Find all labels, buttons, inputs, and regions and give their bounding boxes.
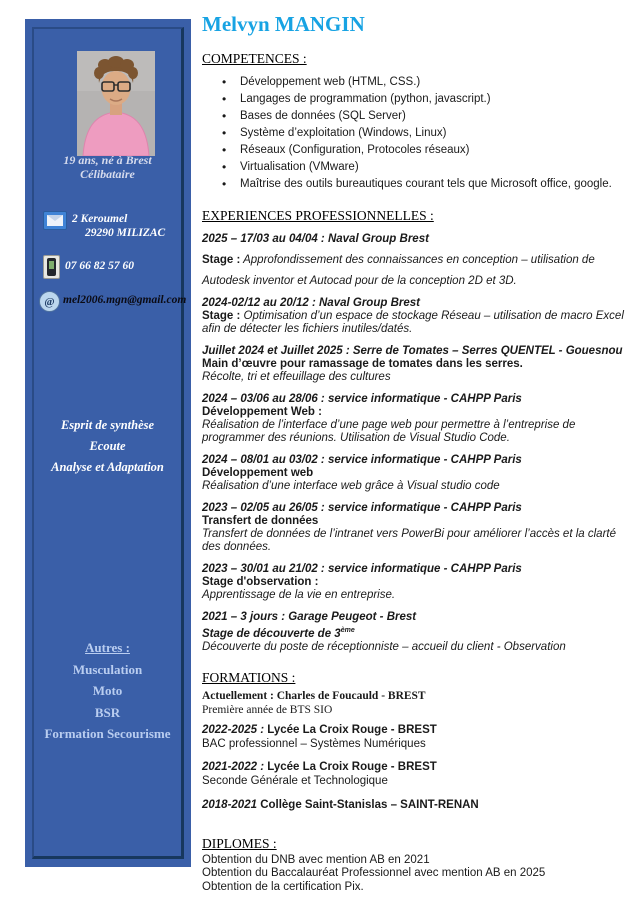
profile-photo: [77, 51, 155, 156]
sidebar-panel: [32, 27, 187, 859]
experience-entry: [202, 563, 634, 602]
experience-entry: [202, 345, 634, 384]
sidebar: [25, 19, 191, 867]
profile-photo-illustration: [77, 51, 155, 156]
age-birthplace: 19 ans, né à Brest: [63, 153, 152, 167]
other-item: Musculation: [72, 661, 143, 677]
experience-period: 2023 – 30/01 au 21/02 : service informatique - CAHPP Paris: [202, 563, 522, 575]
email-address: mel2006.mgn@gmail.com: [63, 294, 187, 306]
diplome-item: Obtention du DNB avec mention AB en 2021: [202, 853, 430, 866]
other-item: Formation Secourisme: [44, 726, 171, 741]
experience-period: Juillet 2024 et Juillet 2025 : Serre de Tomates – Serres QUENTEL - Gouesnou: [202, 345, 623, 357]
role-text: Stage de découverte de 3: [202, 627, 341, 640]
at-icon: @: [39, 291, 60, 312]
formation-school: [202, 798, 634, 812]
formation-detail: Seconde Générale et Technologique: [202, 774, 388, 787]
diplomes-section: [202, 836, 634, 895]
formation-school-name: Lycée La Croix Rouge - BREST: [264, 723, 437, 736]
experience-desc: Apprentissage de la vie en entreprise.: [202, 589, 396, 601]
formations-section: [202, 670, 634, 812]
competence-item: • Bases de données (SQL Server): [202, 108, 634, 125]
stage-text: Approfondissement des connaissances en conception – utilisation de: [240, 254, 595, 266]
formation-years: 2022-2025 :: [202, 723, 265, 736]
experience-period: 2024 – 08/01 au 03/02 : service informatique - CAHPP Paris: [202, 454, 522, 466]
other-item: Moto: [92, 683, 123, 698]
others-title: Autres :: [85, 640, 130, 655]
experience-role: Développement web: [202, 467, 314, 479]
section-title-competences: COMPETENCES :: [202, 51, 307, 66]
address-text: [72, 211, 165, 240]
formation-school-name: Lycée La Croix Rouge - BREST: [264, 760, 437, 773]
email-row: [39, 291, 186, 312]
formation-school: [202, 760, 634, 774]
phone-icon: [43, 255, 60, 279]
formation-school: Actuellement : Charles de Foucauld - BREST: [202, 689, 426, 702]
personal-caption: [34, 153, 181, 181]
competence-item: • Virtualisation (VMware): [202, 159, 634, 176]
formation-school-name: Collège Saint-Stanislas – SAINT-RENAN: [257, 798, 479, 811]
phone-number: 07 66 82 57 60: [65, 260, 134, 272]
diplome-item: Obtention de la certification Pix.: [202, 880, 364, 893]
competences-list: [202, 74, 634, 193]
experience-desc: Découverte du poste de réceptionniste – accueil du client - Observation: [202, 640, 566, 653]
formation-years: 2021-2022 :: [202, 760, 265, 773]
competence-item: • Langages de programmation (python, javascript.): [202, 91, 634, 108]
experience-entry: [202, 611, 634, 654]
stage-label: Stage :: [202, 254, 241, 266]
experience-period: 2021 – 3 jours : Garage Peugeot - Brest: [202, 611, 417, 623]
address-row: [43, 211, 165, 240]
experience-period: 2024 – 03/06 au 28/06 : service informatique - CAHPP Paris: [202, 393, 522, 405]
stage-label: Stage :: [202, 310, 241, 322]
experience-entry: [202, 393, 634, 445]
qualities-list: [34, 415, 181, 478]
formation-detail: Première année de BTS SIO: [202, 703, 333, 716]
experience-role: [202, 254, 634, 267]
formation-detail: BAC professionnel – Systèmes Numériques: [202, 737, 426, 750]
experience-desc: Autodesk inventor et Autocad pour de la conception 2D et 3D.: [202, 275, 517, 287]
experience-desc: Transfert de données de l’intranet vers PowerBi pour améliorer l’accès et la clarté des données.: [202, 528, 616, 553]
competence-item: • Réseaux (Configuration, Protocoles réseaux): [202, 142, 634, 159]
phone-row: [43, 255, 134, 279]
experience-role: Développement Web :: [202, 406, 322, 418]
stage-text: Optimisation d’un espace de stockage Réseau – utilisation de macro Excel afin de détecter les fichiers inutiles/datés.: [202, 310, 624, 335]
formation-entry: [202, 760, 634, 788]
experience-desc: Récolte, tri et effeuillage des cultures: [202, 371, 391, 383]
experience-entry: [202, 233, 634, 288]
quality-item: Ecoute: [89, 439, 126, 453]
competence-item: • Système d’exploitation (Windows, Linux): [202, 125, 634, 142]
quality-item: Analyse et Adaptation: [51, 460, 164, 474]
marital-status: Célibataire: [80, 167, 135, 181]
competence-item: • Maîtrise des outils bureautiques courant tels que Microsoft office, google.: [202, 176, 634, 193]
diplome-item: Obtention du Baccalauréat Professionnel avec mention AB en 2025: [202, 867, 546, 880]
formation-entry: [202, 723, 634, 751]
experience-role: [202, 310, 634, 336]
experience-role: Transfert de données: [202, 515, 319, 527]
experience-entry: [202, 502, 634, 554]
experience-role: [202, 624, 634, 641]
mail-icon: [43, 211, 67, 230]
experience-entry: [202, 454, 634, 493]
role-superscript: ème: [340, 627, 355, 634]
page-title: Melvyn MANGIN: [202, 12, 365, 36]
others-list: [34, 637, 181, 745]
section-title-diplomes: DIPLOMES :: [202, 835, 277, 851]
address-line2: 29290 MILIZAC: [85, 226, 166, 239]
competence-item: • Développement web (HTML, CSS.): [202, 74, 634, 91]
experience-period: 2024-02/12 au 20/12 : Naval Group Brest: [202, 297, 420, 309]
experience-desc: Réalisation d’une interface web grâce à Visual studio code: [202, 480, 500, 492]
experience-role: Main d’œuvre pour ramassage de tomates dans les serres.: [202, 358, 523, 370]
formation-entry: [202, 689, 634, 717]
other-item: BSR: [94, 704, 121, 720]
formation-years: 2018-2021: [202, 798, 257, 811]
formation-entry: [202, 798, 634, 812]
experience-role: Stage d'observation :: [202, 576, 319, 588]
formation-school: [202, 723, 634, 737]
address-line1: 2 Keroumel: [72, 213, 128, 225]
section-title-experiences: EXPERIENCES PROFESSIONNELLES :: [202, 208, 434, 223]
experience-desc: Réalisation de l’interface d’une page web pour permettre à l’entreprise de programmer des réunions. Utilisation de Visual Studio Code.: [202, 419, 576, 444]
main-content: [202, 12, 634, 894]
quality-item: Esprit de synthèse: [60, 418, 155, 432]
experience-period: 2023 – 02/05 au 26/05 : service informatique - CAHPP Paris: [202, 502, 522, 514]
section-title-formations: FORMATIONS :: [202, 669, 296, 685]
experience-entry: [202, 297, 634, 336]
experience-period: 2025 – 17/03 au 04/04 : Naval Group Brest: [202, 233, 429, 245]
